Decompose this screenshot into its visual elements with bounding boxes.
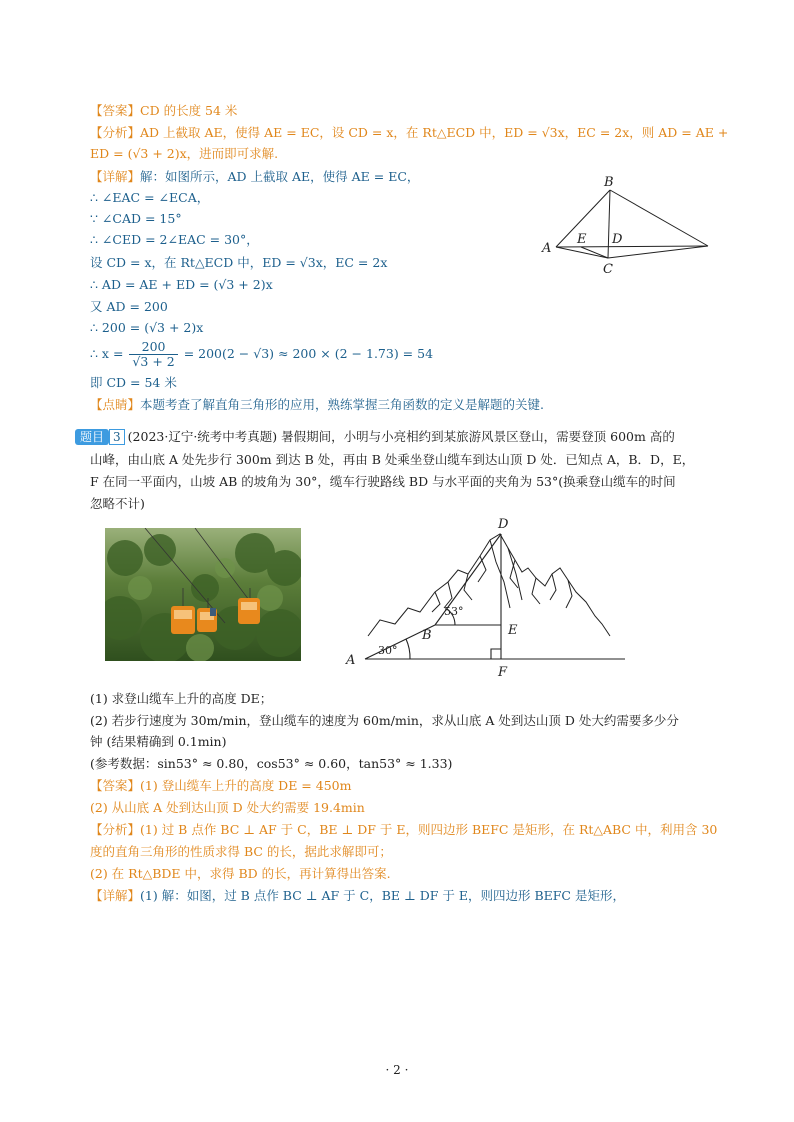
cable-car-3 xyxy=(238,598,260,624)
question-badge: 题目 xyxy=(75,429,109,445)
cable-car-illustration xyxy=(105,528,301,661)
comment-tag: 【点睛】 xyxy=(90,397,141,412)
right-angle-mark xyxy=(491,649,501,659)
mountain-outline xyxy=(368,534,610,636)
question-source: (2023·辽宁·统考中考真题) xyxy=(127,429,278,444)
figure-1-triangle xyxy=(530,170,720,290)
eq-result: = 200(2 − √3) ≈ 200 × (2 − 1.73) = 54 xyxy=(183,346,434,361)
detail-line-10: 即 CD = 54 米 xyxy=(90,375,177,390)
cable-car-photo xyxy=(105,528,301,661)
question-3-line-4: 忽略不计) xyxy=(90,496,145,511)
question-text-1: 暑假期间，小明与小亮相约到某旅游风景区登山，需要登顶 600m 高的 xyxy=(281,429,675,444)
detail-text-1: 解：如图所示，AD 上截取 AE，使得 AE = EC， xyxy=(140,169,420,184)
detail-line-3: ∵ ∠CAD = 15° xyxy=(90,211,182,226)
part-2-question-line-2: 钟 (结果精确到 0.1min) xyxy=(90,734,227,749)
detail-tag: 【详解】 xyxy=(90,169,141,184)
part-1-question: (1) 求登山缆车上升的高度 DE； xyxy=(90,691,273,706)
detail-line-7: 又 AD = 200 xyxy=(90,299,168,314)
analysis-tag: 【分析】 xyxy=(90,125,141,140)
answer-text: CD 的长度 54 米 xyxy=(140,103,238,118)
q3-analysis-line-3: (2) 在 Rt△BDE 中，求得 BD 的长，再计算得出答案. xyxy=(90,866,391,881)
label-b: B xyxy=(422,628,432,643)
label-f: F xyxy=(498,665,508,680)
analysis-text-1: AD 上截取 AE，使得 AE = EC，设 CD = x，在 Rt△ECD 中，ED = √3x，EC = 2x，则 AD = AE + xyxy=(140,125,729,140)
label-b: B xyxy=(604,175,614,190)
eq-prefix: ∴ x = xyxy=(90,346,124,361)
answer-tag: 【答案】 xyxy=(90,103,141,118)
detail-line-8: ∴ 200 = (√3 + 2)x xyxy=(90,320,204,335)
q3-answer-line-1 xyxy=(90,777,351,795)
part-2-question-line-1: (2) 若步行速度为 30m/min，登山缆车的速度为 60m/min，求从山底 A 处到达山顶 D 处大约需要多少分 xyxy=(90,713,679,728)
segment-b-right xyxy=(610,190,708,246)
analysis-line-1 xyxy=(90,124,728,142)
q3-detail-line-1 xyxy=(90,887,625,905)
detail-line-2: ∴ ∠EAC = ∠ECA， xyxy=(90,190,210,205)
q3-answer-tag: 【答案】 xyxy=(90,778,141,793)
label-angle-30: 30° xyxy=(378,644,398,657)
fraction xyxy=(129,340,177,369)
analysis-line-2: ED = (√3 + 2)x，进而即可求解. xyxy=(90,146,279,161)
segment-ec xyxy=(581,247,608,258)
label-d: D xyxy=(612,232,623,247)
comment-line xyxy=(90,396,544,414)
q3-answer-2: (2) 从山底 A 处到达山顶 D 处大约需要 19.4min xyxy=(90,800,365,815)
label-a: A xyxy=(346,653,356,668)
label-a: A xyxy=(542,241,552,256)
label-e: E xyxy=(508,623,518,638)
fraction-denominator: √3 + 2 xyxy=(132,354,175,369)
q3-analysis-text-1: (1) 过 B 点作 BC ⊥ AF 于 C，BE ⊥ DF 于 E，则四边形 BEFC 是矩形，在 Rt△ABC 中，利用含 30 xyxy=(140,822,718,837)
label-e: E xyxy=(577,232,587,247)
reference-data: (参考数据：sin53° ≈ 0.80，cos53° ≈ 0.60，tan53° ≈ 1.33) xyxy=(90,756,453,771)
detail-line-1 xyxy=(90,168,419,186)
figure-2-mountain xyxy=(340,512,640,684)
page-number: · 2 · xyxy=(385,1063,409,1077)
label-d: D xyxy=(498,517,509,532)
detail-line-9 xyxy=(90,340,433,369)
question-3-line-3: F 在同一平面内，山坡 AB 的坡角为 30°，缆车行驶路线 BD 与水平面的夹角为 53°(换乘登山缆车的时间 xyxy=(90,474,676,489)
comment-text: 本题考查了解直角三角形的应用，熟练掌握三角函数的定义是解题的关键. xyxy=(140,397,544,412)
q3-detail-text-1: (1) 解：如图，过 B 点作 BC ⊥ AF 于 C，BE ⊥ DF 于 E，则四边形 BEFC 是矩形， xyxy=(140,888,625,903)
answer-line xyxy=(90,102,237,120)
label-c: C xyxy=(603,262,613,277)
detail-line-6: ∴ AD = AE + ED = (√3 + 2)x xyxy=(90,277,273,292)
segment-bc xyxy=(608,190,610,258)
segment-ac xyxy=(556,247,608,258)
question-number: 3 xyxy=(109,429,125,445)
segment-c-right xyxy=(608,246,708,258)
cable-car-1 xyxy=(171,606,195,634)
fraction-numerator: 200 xyxy=(129,340,177,355)
angle-30-arc xyxy=(406,639,410,659)
label-angle-53: 53° xyxy=(444,605,464,618)
question-3-line-2: 山峰，由山底 A 处先步行 300m 到达 B 处，再由 B 处乘坐登山缆车到达山顶 D 处．已知点 A，B．D，E， xyxy=(90,452,695,467)
q3-detail-tag: 【详解】 xyxy=(90,888,141,903)
detail-line-4: ∴ ∠CED = 2∠EAC = 30°， xyxy=(90,232,259,247)
question-3-line-1 xyxy=(75,428,675,446)
q3-answer-1: (1) 登山缆车上升的高度 DE = 450m xyxy=(140,778,352,793)
detail-line-5: 设 CD = x，在 Rt△ECD 中，ED = √3x，EC = 2x xyxy=(90,255,388,270)
q3-analysis-tag: 【分析】 xyxy=(90,822,141,837)
q3-analysis-line-1 xyxy=(90,821,717,839)
q3-analysis-line-2: 度的直角三角形的性质求得 BC 的长，据此求解即可； xyxy=(90,844,392,859)
